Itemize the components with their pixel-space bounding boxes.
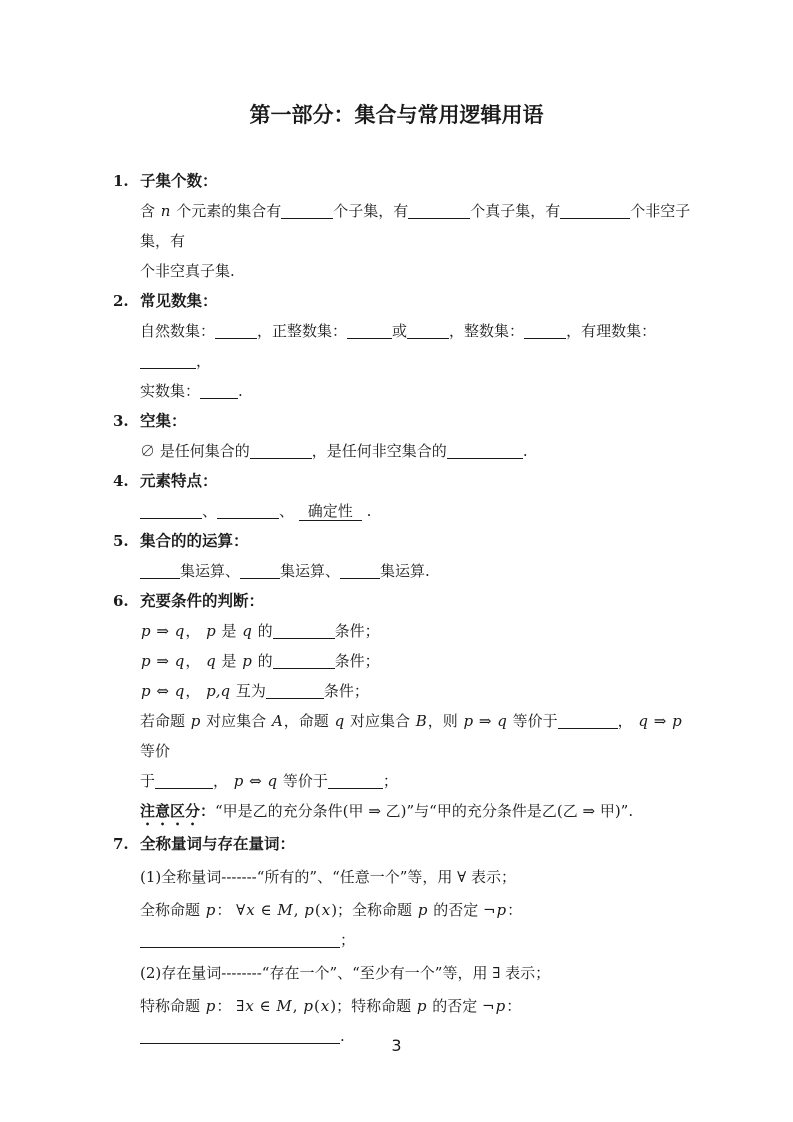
math-text: p [416,997,427,1015]
blank-underline [140,931,340,948]
text-run: ，整数集： [449,322,525,340]
text-run: ； [382,772,398,790]
text-run: ( [313,997,320,1015]
math-text: p [205,901,216,919]
text-run: 等价于 [507,712,558,730]
blank-underline [347,322,392,339]
text-line [113,376,691,406]
text-run: 的 [252,652,273,670]
blank-underline [273,622,335,639]
section-heading [113,829,691,859]
math-symbol: ⇔ [151,682,174,700]
math-text: p [495,997,506,1015]
text-run: 的 [252,622,273,640]
text-run: )；全称命题 [331,901,417,919]
math-text: p [233,772,244,790]
section-heading [113,526,691,556]
text-run: (1)全称量词-------“所有的”、“任意一个”等，用 [140,868,458,886]
section-number: 6. [113,592,129,610]
math-text: p [141,622,151,640]
text-line [113,436,691,466]
text-run: 是任何集合的 [155,442,250,460]
text-run: ： [216,901,237,919]
section-title: 子集个数： [140,172,218,190]
text-run: , [293,901,304,919]
section-heading [113,286,691,316]
blank-underline [560,202,630,219]
math-text: p [190,712,201,730]
math-symbol: ∃ [236,997,245,1015]
text-run: 等价于 [278,772,328,790]
blank-underline [273,652,335,669]
text-run: 个真子集，有 [470,202,561,220]
section-title: 全称量词与存在量词： [140,835,296,853]
section-7 [113,829,691,1051]
section-number: 3. [113,412,129,430]
math-text: x [245,997,254,1015]
text-run: . [238,382,243,400]
math-symbol: ∈ [255,901,277,919]
page-title: 第一部分：集合与常用逻辑用语 [249,103,544,127]
text-line [113,895,691,955]
text-run: 个非空真子集. [140,262,235,280]
text-run: 乙)”与“甲的充分条件是乙(乙 [380,802,583,820]
math-text: p [463,712,474,730]
section-title: 元素特点： [140,472,218,490]
blank-underline [266,682,324,699]
text-run: ，命题 [283,712,334,730]
math-text: p,q [206,682,231,700]
text-line [113,616,691,646]
blank-underline [281,202,333,219]
blank-underline [140,562,180,579]
text-run: 个非空子集，有 [140,202,691,250]
section-number: 2. [113,292,129,310]
text-run: 的否定 [428,901,483,919]
text-run: 特称命题 [140,997,205,1015]
math-text: M [277,901,293,919]
text-run: 的否定 [427,997,483,1015]
section-1 [113,166,691,286]
math-text: p [141,682,151,700]
text-run: 自然数集： [140,322,216,340]
text-run: 甲)”. [595,802,634,820]
math-symbol: ¬ [482,901,496,919]
section-heading [113,406,691,436]
text-run: ， [213,772,233,790]
text-run: 实数集： [140,382,201,400]
text-line [113,862,691,892]
text-run: ： [216,997,237,1015]
text-run: 含 [140,202,160,220]
text-run: 集运算. [380,562,430,580]
math-text: n [160,202,171,220]
text-run: 对应集合 [201,712,271,730]
blank-underline [328,772,383,789]
text-run: 或 [392,322,408,340]
math-text: p [242,652,252,670]
text-run: “甲是乙的充分条件(甲 [215,802,369,820]
math-symbol: ∃ [492,964,501,982]
text-run: 、 [202,502,218,520]
math-symbol: ⇒ [649,712,672,730]
math-symbol: ∅ [140,442,156,460]
text-run: ， [617,712,638,730]
blank-underline [447,442,523,459]
text-run: ， [185,682,206,700]
math-text: x [321,901,331,919]
text-run: 对应集合 [345,712,415,730]
text-run: ，是任何非空集合的 [311,442,447,460]
math-text: q [638,712,649,730]
section-3 [113,406,691,466]
math-text: x [246,901,255,919]
section-title: 充要条件的判断： [140,592,265,610]
blank-underline [408,202,470,219]
text-line [113,676,691,706]
text-run: 全称命题 [140,901,205,919]
blank-underline [240,562,280,579]
text-run: 个子集，有 [333,202,409,220]
math-symbol: ¬ [482,997,495,1015]
text-run: ，正整数集： [257,322,348,340]
text-run: )；特称命题 [330,997,416,1015]
blank-underline [407,322,449,339]
text-line [113,256,691,286]
math-symbol: ⇒ [474,712,497,730]
text-line [113,796,691,829]
text-run: ，则 [427,712,463,730]
section-title: 常见数集： [140,292,218,310]
math-symbol: ∈ [254,997,276,1015]
math-text: q [206,652,216,670]
filled-answer: 确定性 [299,502,362,521]
text-line [113,556,691,586]
section-heading [113,466,691,496]
section-number: 1. [113,172,129,190]
page-number: 3 [391,1036,402,1055]
text-run: . [361,502,372,520]
text-run: , [292,997,303,1015]
math-text: M [276,997,292,1015]
math-symbol: ⇒ [151,622,174,640]
text-run: ， [185,652,206,670]
math-text: q [497,712,507,730]
text-run: 互为 [231,682,266,700]
math-text: p [141,652,151,670]
text-run: 集运算、 [180,562,241,580]
sections [113,166,691,1051]
blank-underline [140,352,196,369]
math-symbol: ⇒ [368,802,381,820]
blank-underline [200,382,238,399]
math-symbol: ∀ [236,901,246,919]
text-line [113,316,691,376]
section-title: 集合的的运算： [140,532,249,550]
text-run: ： [507,901,523,919]
math-symbol: ⇒ [151,652,174,670]
text-run: 条件； [334,652,380,670]
math-text: q [242,622,252,640]
text-line [113,766,691,796]
math-text: p [672,712,682,730]
section-5 [113,526,691,586]
section-2 [113,286,691,406]
text-line [113,646,691,676]
text-line [113,706,691,766]
text-run: (2)存在量词--------“存在一个”、“至少有一个”等，用 [140,964,493,982]
math-text: p [496,901,507,919]
text-run: 表示； [500,964,551,982]
text-run: 、 [279,502,299,520]
text-run: ，有理数集： [566,322,657,340]
text-run: . [340,1027,345,1045]
blank-underline [140,502,202,519]
math-text: q [267,772,278,790]
text-run: 于 [140,772,156,790]
text-run: . [522,442,528,460]
section-number: 5. [113,532,129,550]
section-6 [113,586,691,829]
math-text: q [174,682,185,700]
math-text: p [205,997,216,1015]
emphasis-text: 注意区分： [140,802,216,820]
text-line [113,196,691,256]
math-text: p [303,997,313,1015]
blank-underline [215,322,257,339]
math-text: p [206,622,216,640]
text-run: ， [196,352,212,370]
math-text: q [174,652,185,670]
text-run: 条件； [334,622,380,640]
section-number: 7. [113,835,129,853]
math-symbol: ∀ [457,868,467,886]
math-text: A [271,712,283,730]
text-run: ： [506,997,522,1015]
text-run: ， [185,622,206,640]
math-text: B [415,712,427,730]
text-run: ； [340,931,356,949]
math-text: p [417,901,428,919]
text-line [113,958,691,988]
section-heading [113,166,691,196]
text-run: 是 [216,622,242,640]
text-line [113,496,691,526]
math-text: p [304,901,314,919]
blank-underline [524,322,566,339]
section-4 [113,466,691,526]
text-run: 若命题 [140,712,190,730]
blank-underline [217,502,279,519]
blank-underline [340,562,380,579]
text-run: ( [314,901,321,919]
section-number: 4. [113,472,129,490]
math-symbol: ⇔ [244,772,267,790]
blank-underline [558,712,618,729]
math-text: q [334,712,345,730]
math-text: x [320,997,330,1015]
text-run: 个元素的集合有 [171,202,282,220]
section-heading [113,586,691,616]
blank-underline [155,772,213,789]
text-run: 是 [216,652,242,670]
text-run: 表示； [466,868,517,886]
section-title: 空集： [140,412,187,430]
math-symbol: ⇒ [582,802,596,820]
text-run: 集运算、 [280,562,341,580]
blank-underline [250,442,312,459]
text-run: 条件； [323,682,369,700]
text-run: 等价 [140,742,171,760]
math-text: q [174,622,185,640]
